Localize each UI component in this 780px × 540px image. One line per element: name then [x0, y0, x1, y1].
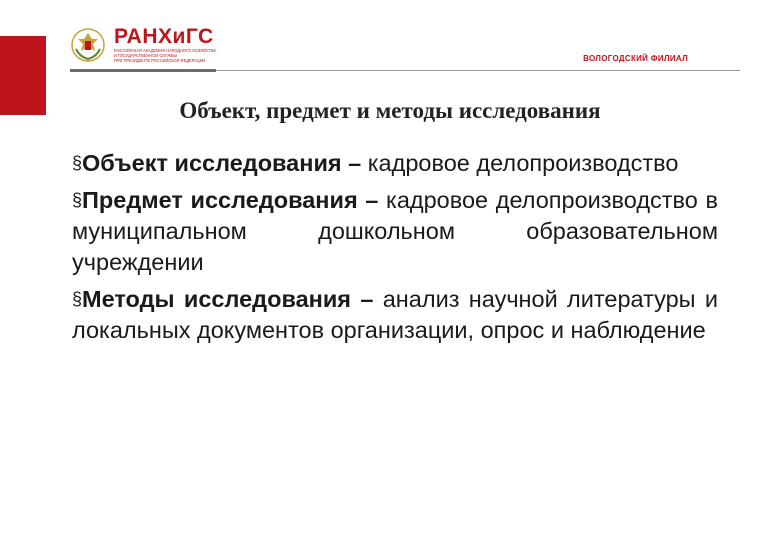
ranepa-logo	[70, 26, 222, 64]
emblem-icon	[70, 27, 106, 63]
bullet-marker: §	[72, 289, 83, 309]
item-term: Методы исследования	[82, 286, 352, 312]
logo-name: РАНХиГС	[114, 25, 214, 48]
item-term: Предмет исследования	[82, 187, 358, 213]
logo-subtitle-line: РОССИЙСКАЯ АКАДЕМИЯ НАРОДНОГО ХОЗЯЙСТВА	[114, 48, 217, 53]
logo-text	[114, 26, 222, 64]
item-text: кадровое делопроизводство	[367, 150, 679, 176]
logo-subtitle-line: И ГОСУДАРСТВЕННОЙ СЛУЖБЫ	[114, 53, 178, 59]
slide-title: Объект, предмет и методы исследования	[179, 98, 601, 123]
logo-subtitle-line: ПРИ ПРЕЗИДЕНТЕ РОССИЙСКОЙ ФЕДЕРАЦИИ	[114, 58, 206, 64]
item-dash: –	[351, 286, 383, 312]
branch-label: ВОЛОГОДСКИЙ ФИЛИАЛ	[583, 54, 688, 63]
bullet-marker: §	[72, 190, 83, 210]
item-dash: –	[341, 150, 368, 176]
item-text: анализ научной литературы и локальных документов организации, опрос и наблюдение	[72, 286, 719, 343]
header-divider-accent	[70, 69, 216, 72]
item-text: кадровое делопроизводство в муниципальном дошкольном образовательном учреждении	[72, 187, 718, 275]
item-dash: –	[357, 187, 387, 213]
list-item	[72, 284, 718, 346]
list-item	[72, 185, 718, 278]
item-term: Объект исследования	[82, 150, 342, 176]
bullet-list	[72, 148, 718, 352]
list-item	[72, 148, 718, 179]
bullet-marker: §	[72, 153, 83, 173]
